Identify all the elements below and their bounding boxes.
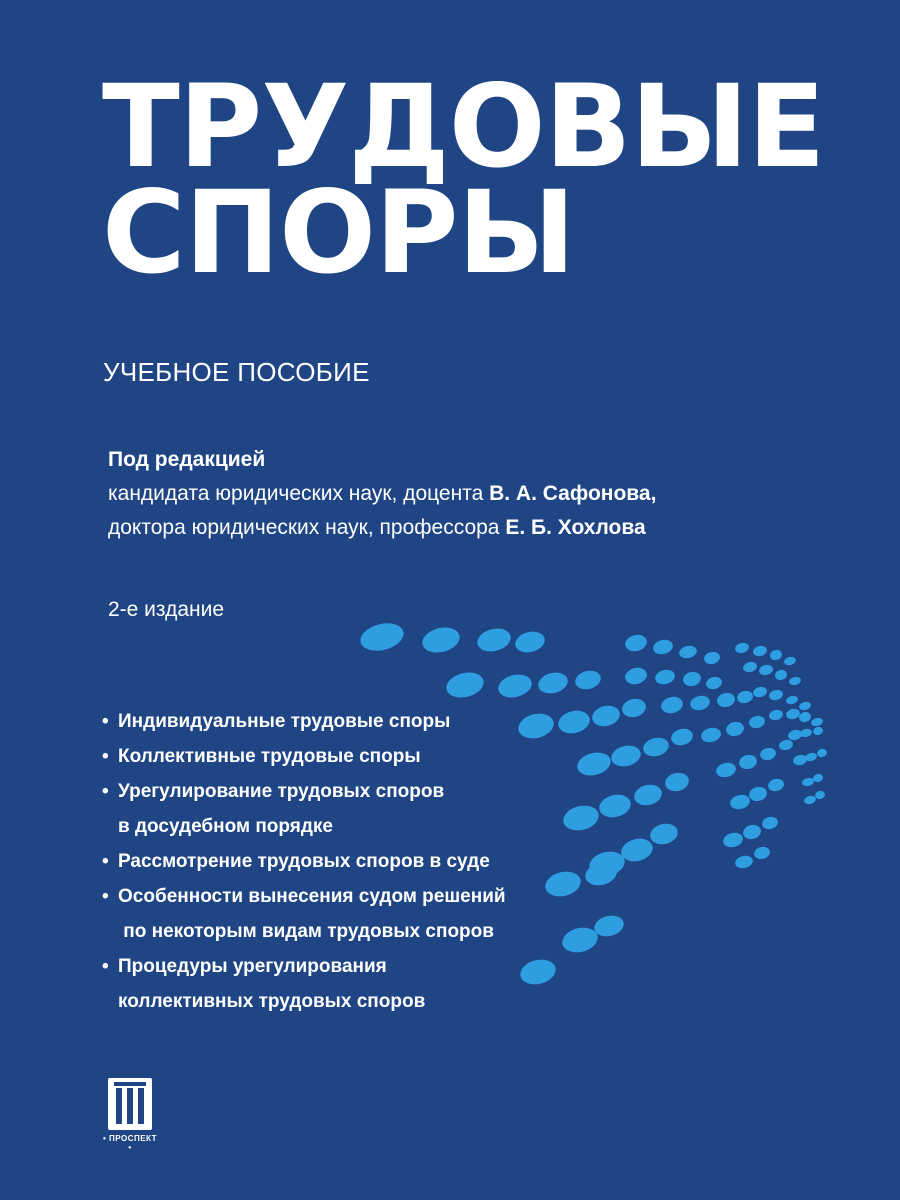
publisher-logo (100, 1078, 160, 1152)
pattern-dot (518, 956, 559, 988)
pattern-dot (810, 717, 824, 728)
pattern-dot (792, 753, 808, 766)
edition-label: 2-е издание (108, 598, 225, 621)
topic-item (102, 844, 506, 879)
pattern-dot (734, 641, 750, 654)
topic-text-continued: в досудебном порядке (118, 816, 333, 837)
pattern-dot (767, 777, 785, 793)
pattern-dot (729, 793, 752, 811)
topic-item (102, 739, 506, 774)
editor-1-name: В. А. Сафонова, (489, 482, 657, 505)
book-subtitle: УЧЕБНОЕ ПОСОБИЕ (103, 357, 370, 387)
topics-list (102, 704, 506, 1019)
title-line-1: ТРУДОВЫЕ (102, 60, 825, 193)
title-line-2: СПОРЫ (102, 166, 575, 299)
pattern-dot (734, 854, 754, 870)
pattern-dot (652, 638, 675, 656)
pattern-dot (715, 761, 738, 779)
topic-item (102, 879, 506, 949)
pattern-dot (560, 924, 601, 956)
building-icon (108, 1078, 152, 1130)
pattern-dot (689, 694, 712, 712)
pattern-dot (736, 689, 754, 705)
pattern-dot (758, 663, 774, 676)
pattern-dot (803, 795, 817, 806)
pattern-dot (801, 777, 815, 788)
pattern-dot (475, 625, 513, 655)
editor-1-title: кандидата юридических наук, доцента (108, 482, 490, 505)
topic-item (102, 949, 506, 1019)
pattern-dot (358, 619, 407, 655)
pattern-dot (648, 821, 680, 847)
bullet-icon: • (102, 711, 109, 732)
pattern-dot (783, 656, 797, 667)
editor-2-name: Е. Б. Хохлова (505, 516, 646, 539)
pattern-dot (513, 629, 547, 656)
pattern-dot (748, 714, 766, 730)
pattern-dot (752, 644, 768, 657)
pattern-dot (496, 671, 534, 701)
pattern-dot (725, 720, 746, 738)
topic-text: Индивидуальные трудовые споры (118, 711, 451, 732)
pattern-dot (812, 773, 824, 783)
pattern-dot (703, 650, 721, 666)
topic-text: Особенности вынесения судом решений (118, 886, 506, 907)
bullet-icon: • (102, 781, 109, 802)
pattern-dot (678, 644, 698, 660)
pattern-dot (753, 845, 771, 861)
pattern-dot (556, 707, 592, 736)
pattern-dot (659, 695, 684, 716)
pattern-dot (742, 660, 758, 673)
pattern-dot (536, 670, 570, 697)
pattern-dot (799, 728, 813, 739)
pattern-dot (768, 708, 784, 721)
topic-text: Урегулирование трудовых споров (118, 781, 445, 802)
pattern-dot (516, 710, 557, 742)
editor-2-title: доктора юридических наук, профессора (108, 516, 506, 539)
pattern-dot (798, 701, 812, 712)
pattern-dot (812, 726, 824, 736)
pattern-dot (663, 770, 691, 793)
pattern-dot (609, 743, 643, 770)
pattern-dot (788, 676, 802, 687)
pattern-dot (573, 668, 603, 692)
pattern-dot (705, 675, 723, 691)
pattern-dot (738, 753, 759, 771)
publisher-name: • ПРОСПЕКТ • (102, 1134, 158, 1152)
pattern-dot (752, 685, 768, 698)
pattern-dot (785, 707, 801, 720)
pattern-dot (816, 748, 828, 758)
pattern-dot (748, 785, 769, 803)
pattern-dot (641, 735, 671, 759)
topic-item (102, 704, 506, 739)
topic-item (102, 774, 506, 844)
editors-lead: Под редакцией (108, 448, 266, 471)
pattern-dot (620, 696, 648, 719)
topic-text: Рассмотрение трудовых споров в суде (118, 851, 490, 872)
pattern-dot (814, 790, 826, 800)
pattern-dot (774, 669, 788, 682)
pattern-dot (716, 691, 737, 709)
pattern-dot (669, 727, 694, 748)
topic-text-continued: по некоторым видам трудовых споров (118, 921, 494, 942)
pattern-dot (761, 815, 779, 831)
topic-text: Коллективные трудовые споры (118, 746, 421, 767)
topic-text: Процедуры урегулирования (118, 956, 387, 977)
pattern-dot (444, 669, 487, 701)
pattern-dot (785, 695, 799, 706)
pattern-dot (759, 746, 777, 762)
pattern-dot (654, 668, 677, 686)
pattern-dot (768, 688, 784, 701)
bullet-icon: • (102, 851, 109, 872)
pattern-dot (420, 624, 463, 656)
pattern-dot (623, 666, 648, 687)
pattern-dot (575, 749, 613, 779)
pattern-dot (561, 802, 602, 834)
pattern-dot (742, 823, 763, 841)
pattern-dot (682, 670, 703, 688)
pattern-dot (798, 711, 812, 724)
bullet-icon: • (102, 746, 109, 767)
pattern-dot (597, 791, 633, 820)
topic-text-continued: коллективных трудовых споров (118, 991, 426, 1012)
pattern-dot (778, 738, 794, 751)
pattern-dot (722, 831, 745, 849)
pattern-dot (590, 703, 622, 729)
pattern-dot (769, 649, 783, 662)
pattern-dot (632, 782, 664, 808)
bullet-icon: • (102, 956, 109, 977)
bullet-icon: • (102, 886, 109, 907)
pattern-dot (543, 868, 584, 900)
pattern-dot (623, 633, 648, 654)
pattern-dot (700, 726, 723, 744)
